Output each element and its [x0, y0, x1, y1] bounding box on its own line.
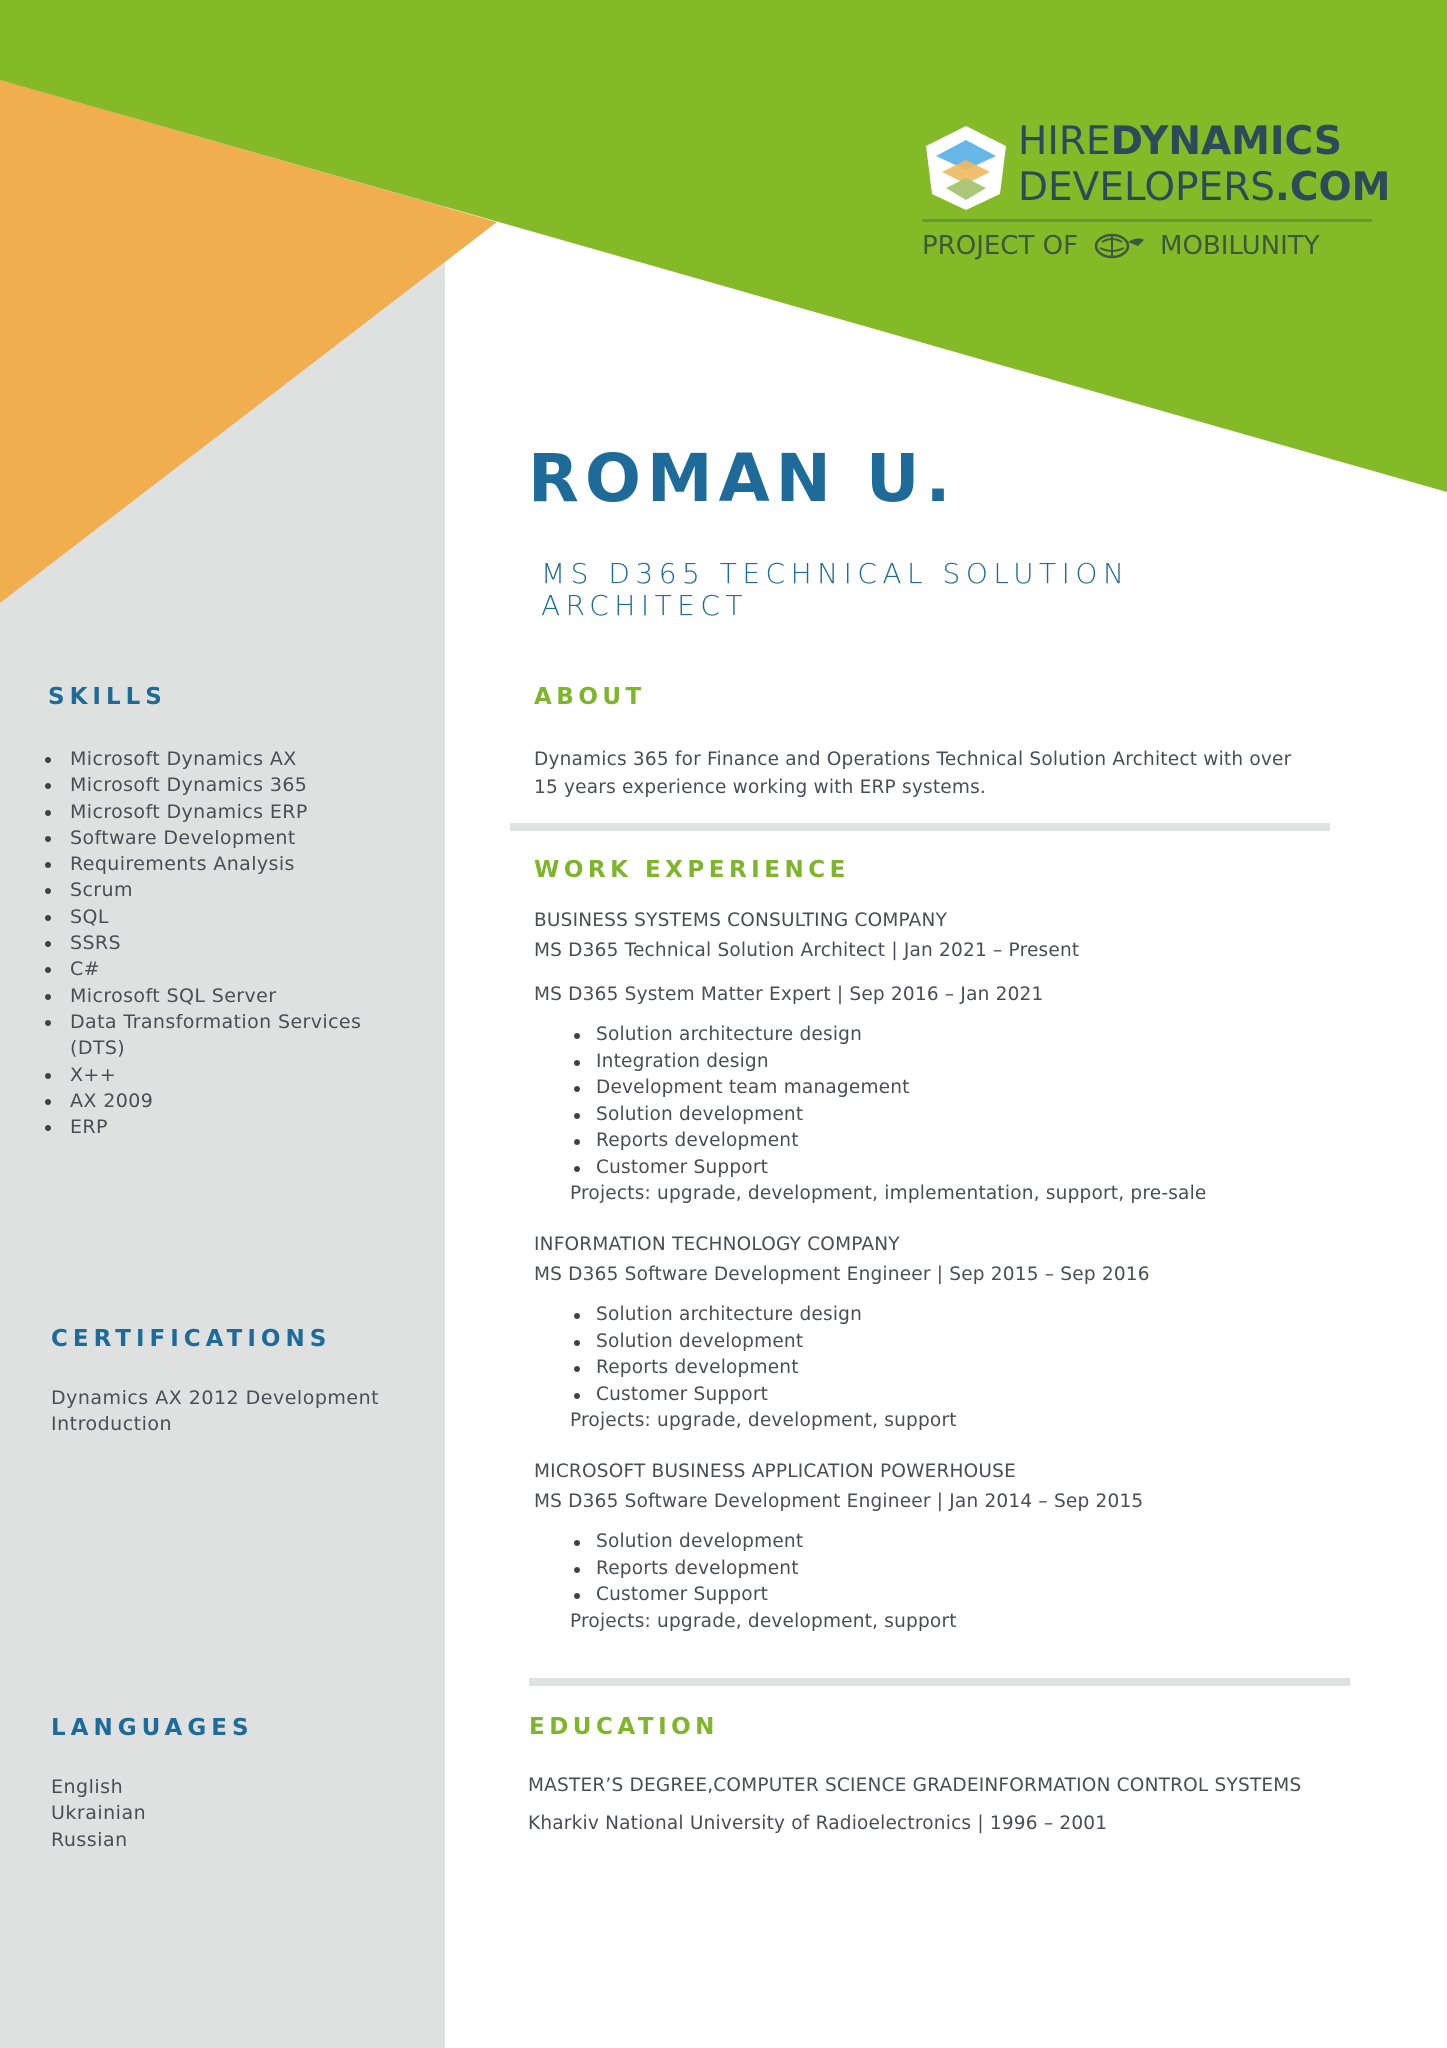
job-projects: Projects: upgrade, development, implementation, support, pre-sale: [570, 1183, 1207, 1204]
job-company: MICROSOFT BUSINESS APPLICATION POWERHOUSE: [534, 1461, 1016, 1482]
skill-item: SQL: [40, 904, 400, 930]
layered-cube-logo-icon: [920, 122, 1012, 214]
job-entry: [534, 1457, 1334, 1635]
job-projects: Projects: upgrade, development, support: [570, 1410, 957, 1431]
skill-item: Software Development: [40, 825, 400, 851]
job-entry: [534, 906, 1334, 1208]
job-company: INFORMATION TECHNOLOGY COMPANY: [534, 1234, 900, 1255]
education-entry: [528, 1773, 1328, 1837]
duty-item: Development team management: [570, 1075, 1334, 1102]
logo-project-of: PROJECT OF MOBILUNITY: [922, 231, 1320, 261]
logo-line-2: DEVELOPERS.COM: [1018, 165, 1391, 210]
languages-heading: LANGUAGES: [51, 1715, 254, 1741]
skills-list: [40, 746, 400, 1140]
duty-item: Solution development: [570, 1329, 1334, 1356]
candidate-name: ROMAN U.: [528, 440, 957, 517]
duty-item: Customer Support: [570, 1155, 1334, 1182]
job-role: MS D365 Software Development Engineer | Jan 2014 – Sep 2015: [534, 1491, 1144, 1512]
certification-item: Dynamics AX 2012 Development Introduction: [51, 1387, 380, 1436]
language-item: Ukrainian: [51, 1802, 147, 1825]
mobilunity-turtle-icon: [1090, 230, 1148, 262]
logo-divider: [922, 219, 1372, 222]
skills-heading: SKILLS: [48, 684, 167, 710]
skill-item: SSRS: [40, 930, 400, 956]
skill-item: Microsoft Dynamics 365: [40, 772, 400, 798]
duty-item: Reports development: [570, 1556, 1334, 1583]
job-projects: Projects: upgrade, development, support: [570, 1610, 957, 1632]
duty-item: Reports development: [570, 1355, 1334, 1382]
duty-item: Reports development: [570, 1128, 1334, 1155]
job-company: BUSINESS SYSTEMS CONSULTING COMPANY: [534, 910, 948, 931]
section-divider: [510, 823, 1330, 831]
education-degree: MASTER’S DEGREE,COMPUTER SCIENCE GRADEINFORMATION CONTROL SYSTEMS: [528, 1775, 1302, 1796]
certifications-heading: CERTIFICATIONS: [51, 1326, 332, 1352]
work-experience-heading: WORK EXPERIENCE: [534, 857, 850, 883]
about-text: Dynamics 365 for Finance and Operations Technical Solution Architect with over 15 years experience working with ERP systems.: [534, 749, 1292, 798]
skill-item: AX 2009: [40, 1088, 400, 1114]
skill-item: Requirements Analysis: [40, 851, 400, 877]
company-logo[interactable]: [920, 118, 1391, 268]
skill-item: C#: [40, 956, 400, 982]
duty-item: Solution architecture design: [570, 1302, 1334, 1329]
duty-item: Solution development: [570, 1529, 1334, 1556]
skill-item: Microsoft Dynamics AX: [40, 746, 400, 772]
skill-item: Microsoft Dynamics ERP: [40, 799, 400, 825]
job-title: MS D365 TECHNICAL SOLUTION ARCHITECT: [541, 557, 1130, 622]
logo-line-1: HIREDYNAMICS: [1018, 119, 1342, 164]
skill-item: ERP: [40, 1114, 400, 1140]
language-item: Russian: [51, 1828, 128, 1851]
duty-item: Customer Support: [570, 1382, 1334, 1409]
about-heading: ABOUT: [534, 684, 646, 710]
job-role-previous: MS D365 System Matter Expert | Sep 2016 – Jan 2021: [534, 984, 1044, 1005]
job-role: MS D365 Software Development Engineer | Sep 2015 – Sep 2016: [534, 1264, 1150, 1285]
job-duties: [534, 1302, 1334, 1408]
duty-item: Solution architecture design: [570, 1022, 1334, 1049]
job-entry: [534, 1230, 1334, 1435]
job-duties: [534, 1529, 1334, 1609]
skill-item: X++: [40, 1062, 400, 1088]
section-divider: [529, 1678, 1350, 1686]
job-role: MS D365 Technical Solution Architect | Jan 2021 – Present: [534, 940, 1080, 961]
duty-item: Solution development: [570, 1102, 1334, 1129]
language-item: English: [51, 1776, 124, 1798]
education-heading: EDUCATION: [529, 1714, 719, 1740]
education-school: Kharkiv National University of Radioelectronics | 1996 – 2001: [528, 1812, 1108, 1834]
skill-item: Microsoft SQL Server: [40, 983, 400, 1009]
skill-item: Data Transformation Services (DTS): [40, 1009, 400, 1062]
duty-item: Customer Support: [570, 1582, 1334, 1609]
skill-item: Scrum: [40, 877, 400, 903]
job-duties: [534, 1022, 1334, 1181]
duty-item: Integration design: [570, 1049, 1334, 1076]
languages-list: [51, 1774, 351, 1853]
